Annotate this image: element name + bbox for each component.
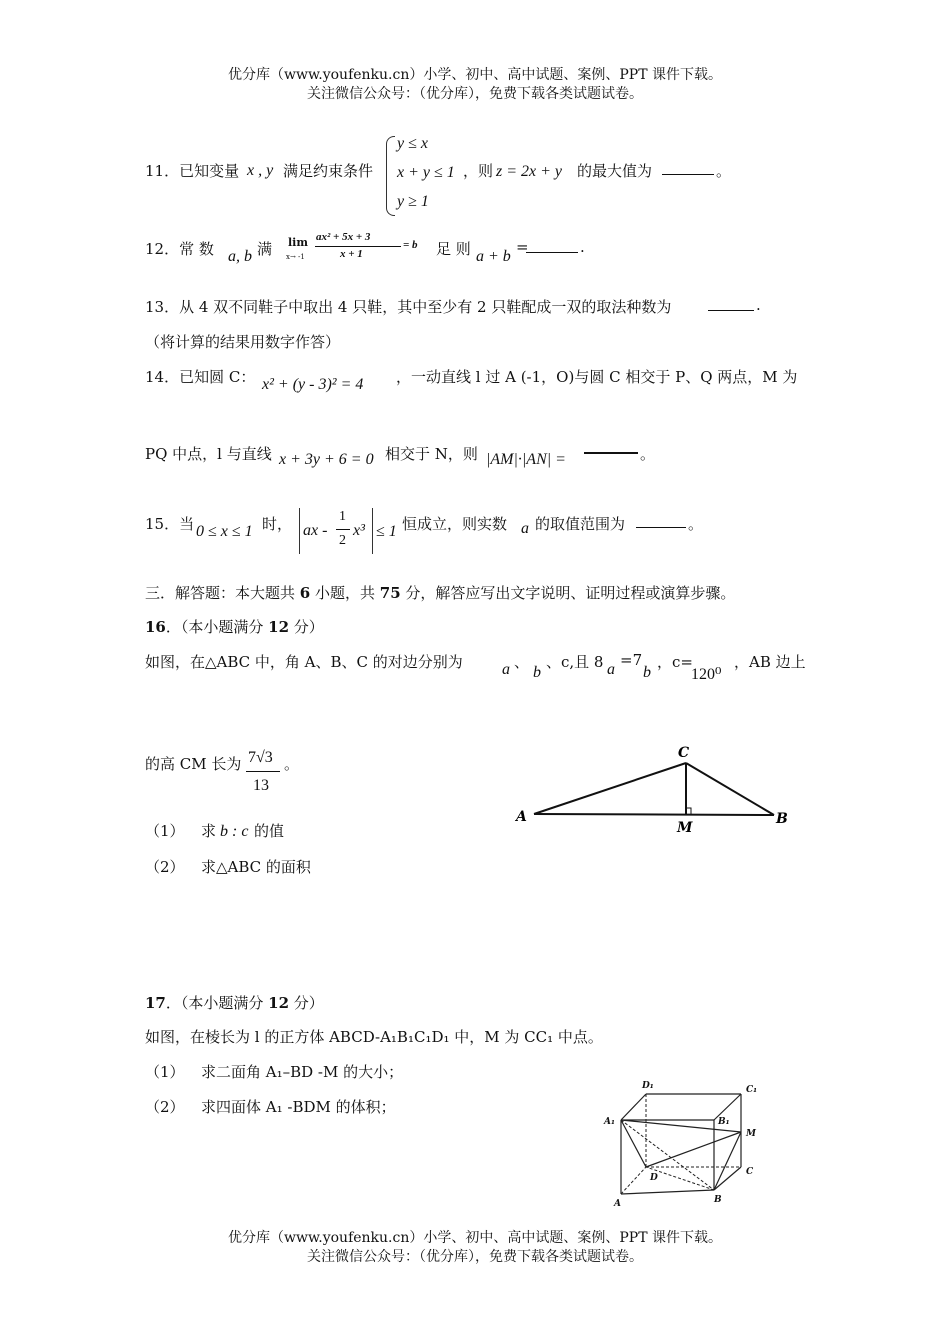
q15-abs-bar-right [372,508,373,554]
q17-label-d: D [650,1173,658,1183]
q17-heading [145,992,324,1013]
q17-label-b1: B₁ [718,1117,730,1127]
q17-part1-label: （1） [145,1063,185,1081]
q17-intro: 如图，在棱长为 l 的正方体 ABCD-A₁B₁C₁D₁ 中，M 为 CC₁ 中点。 [145,1028,603,1046]
q16-side-b-2: b [643,664,651,681]
q15-end: 。 [688,515,704,533]
q15-answer-blank [636,515,686,528]
q16-angle: 120⁰ [691,666,722,683]
q15-x3: x³ [353,522,365,539]
q17-label-m: M [746,1129,756,1139]
q12-eq: = [516,238,529,256]
q11-answer-blank [662,162,714,175]
q11-end: 。 [716,162,732,180]
q17-edge-d1a1 [621,1094,646,1120]
q16-height-numerator: 7√3 [248,749,273,766]
q12-end: . [580,238,585,256]
q12-eq-b: = b [403,239,418,251]
q14-answer-blank [584,452,638,454]
q13-answer-blank [708,298,754,311]
section-3-count: 6 [299,584,311,602]
q17-label-c: C [746,1167,754,1177]
q14-product: |AM|·|AN| = [486,451,566,468]
q17-number: 17 [145,994,166,1012]
q12-ab: a, b [228,248,252,265]
section-3-score: 75 [379,584,401,602]
q17-cube-figure [596,1076,776,1211]
q17-label-b: B [714,1195,722,1205]
q17-label-c1: C₁ [746,1085,758,1095]
q17-diag-a1d [621,1120,646,1167]
q16-side-cb [686,763,774,815]
q16-head: ．（本小题满分 [165,618,269,636]
q16-c-eq: ，c= [657,653,693,671]
q16-label-m: M [677,820,693,836]
q12-man: 满 [257,240,273,258]
q16-line1-mid: 、c,且 8 [546,653,604,671]
q17-edge-bc [714,1167,741,1190]
header-line-2: 关注微信公众号：（优分库），免费下载各类试题试卷。 [307,86,643,102]
q13-note: （将计算的结果用数字作答） [145,333,341,351]
header-line-1: 优分库（www.youfenku.cn）小学、初中、高中试题、案例、PPT 课件下载。 [227,67,722,83]
q13-text: 13．从 4 双不同鞋子中取出 4 只鞋，其中至少有 2 只鞋配成一双的取法种数为 [145,298,672,316]
q11-constraint-1: y ≤ x [397,135,428,152]
q16-height-fraction-bar [246,771,280,772]
q17-label-a: A [614,1199,621,1209]
q16-side-ac [534,763,686,814]
section-3-pre: 三．解答题：本大题共 [145,584,300,602]
q16-side-b: b [533,664,541,681]
q14-circle-eq: x² + (y - 3)² = 4 [262,376,364,393]
q16-part2-text: 求△ABC 的面积 [201,858,311,876]
q16-part2-label: （2） [145,858,185,876]
q12-numerator: ax² + 5x + 3 [316,231,371,243]
q11-objective: z = 2x + y [496,163,563,180]
q15-half-bar [336,529,350,530]
q15-expr-left: ax - [303,522,328,539]
q15-lead: 15．当 [145,515,195,533]
q14-line2-mid: 相交于 N，则 [385,445,478,463]
q11-lead: 11．已知变量 [145,162,240,180]
q11-vars: x , y [247,162,274,179]
q16-line2-end: 。 [284,755,300,773]
section-3-post: 分，解答应写出文字说明、证明过程或演算步骤。 [400,584,736,602]
q12-denominator: x + 1 [340,248,363,260]
q16-side-a: a [502,661,510,678]
q16-part1-text: 求 [201,822,217,840]
q16-sep: 、 [514,653,530,671]
q16-part1-label: （1） [145,822,185,840]
q11-constraint-2: x + y ≤ 1 [397,164,455,181]
q15-le1: ≤ 1 [376,523,397,540]
q12-zu: 足 则 [436,240,471,258]
q16-label-a: A [516,809,527,825]
footer-line-2: 关注微信公众号：（优分库），免费下载各类试题试卷。 [307,1249,643,1265]
q13-end: . [756,296,761,314]
section-3-heading [145,582,735,603]
q14-lead: 14．已知圆 C： [145,368,256,386]
q17-part2-text: 求四面体 A₁ -BDM 的体积； [201,1098,396,1116]
q12-answer-blank [526,240,578,253]
q16-part1-ratio: b : c [220,823,249,840]
q16-part1-tail: 的值 [254,822,285,840]
q16-number: 16 [145,618,166,636]
q15-mid: 恒成立，则实数 [402,515,508,533]
q16-side-ab [534,814,774,815]
q17-part2-label: （2） [145,1098,185,1116]
q15-half-den: 2 [339,533,346,548]
q16-score: 12 [268,618,290,636]
q11-then: ，则 [463,162,494,180]
q12-lim: lim [288,236,308,249]
q17-head: ．（本小题满分 [165,994,269,1012]
q14-rest: ，一动直线 l 过 A (-1，O)与圆 C 相交于 P、Q 两点，M 为 [396,368,798,386]
q15-shi: 时， [262,515,293,533]
q17-part1-text: 求二面角 A₁–BD -M 的大小； [201,1063,404,1081]
q14-line2-lead: PQ 中点，l 与直线 [145,445,272,463]
q11-mid: 满足约束条件 [283,162,374,180]
q15-half-num: 1 [339,509,346,524]
q17-label-a1: A₁ [604,1117,615,1127]
q17-edge-ad [621,1167,646,1194]
q11-brace [386,136,395,216]
q15-range: 0 ≤ x ≤ 1 [196,523,253,540]
q16-label-c: C [678,745,690,761]
q16-head-end: 分） [289,618,324,636]
q12-fraction-bar [315,246,401,247]
q16-side-a-2: a [607,661,615,678]
q15-a: a [521,520,529,537]
q16-line1-lead: 如图，在△ABC 中，角 A、B、C 的对边分别为 [145,653,463,671]
q14-line-eq: x + 3y + 6 = 0 [279,451,374,468]
q17-score: 12 [268,994,290,1012]
q12-lim-sub: x→ -1 [286,253,305,261]
q11-tail: 的最大值为 [577,162,653,180]
q16-line2-lead: 的高 CM 长为 [145,755,242,773]
q16-line1-tail: ，AB 边上 [734,653,806,671]
q16-eq7: =7 [620,651,643,669]
q11-constraint-3: y ≥ 1 [397,193,429,210]
q12-sum: a + b [476,248,511,265]
q17-label-d1: D₁ [642,1081,654,1091]
q16-height-denominator: 13 [253,777,269,794]
q15-tail: 的取值范围为 [535,515,626,533]
q15-abs-bar-left [299,508,300,554]
q16-triangle-figure [510,742,800,837]
q17-head-end: 分） [289,994,324,1012]
q17-edge-ab [621,1190,714,1194]
footer-line-1: 优分库（www.youfenku.cn）小学、初中、高中试题、案例、PPT 课件下载。 [227,1230,722,1246]
section-3-mid: 小题，共 [310,584,380,602]
q16-label-b: B [776,811,788,827]
q16-heading [145,616,324,637]
q14-end: 。 [640,445,656,463]
q12-lead: 12．常 数 [145,240,214,258]
